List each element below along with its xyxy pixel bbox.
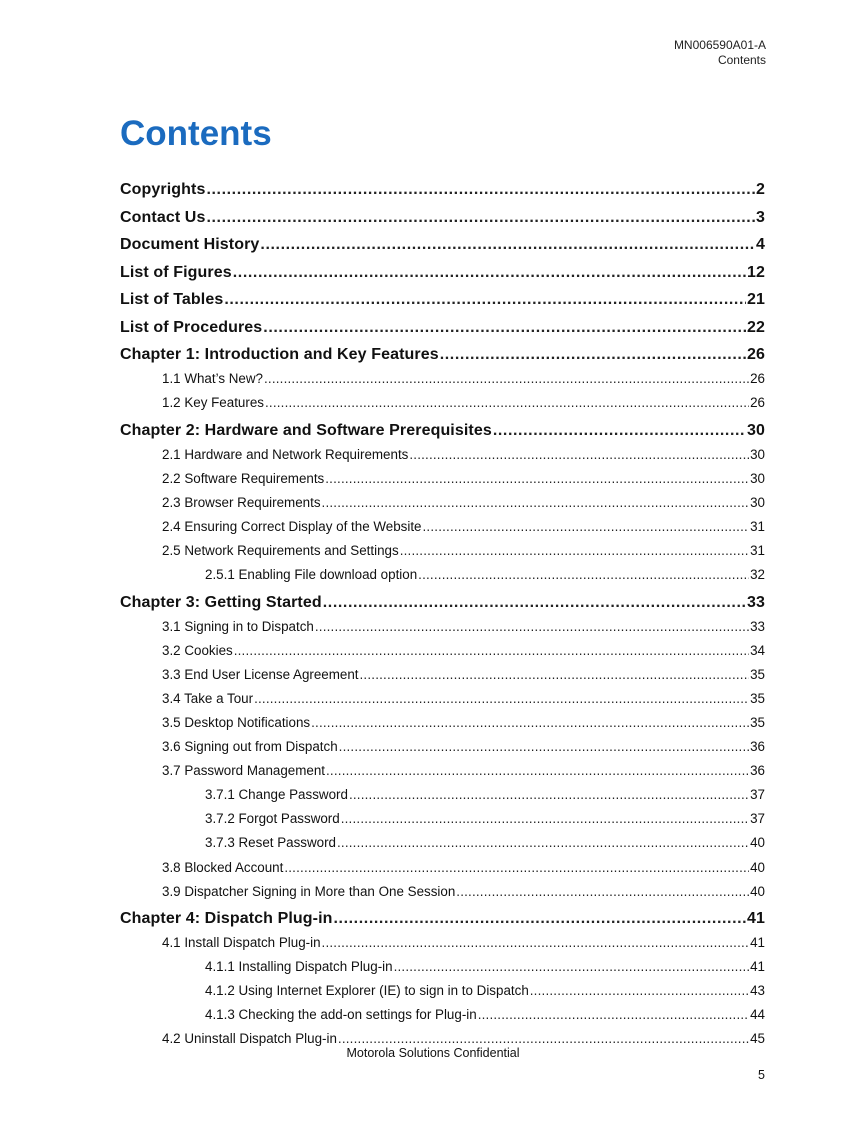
dot-leader (409, 447, 749, 462)
dot-leader (322, 495, 750, 510)
toc-entry-label: Copyrights (120, 181, 206, 198)
toc-entry-page: 40 (750, 860, 765, 875)
toc-entry-page: 21 (747, 291, 765, 308)
toc-entry-page: 31 (750, 543, 765, 558)
toc-subentry[interactable] (162, 884, 765, 899)
toc-entry[interactable] (120, 910, 765, 928)
toc-entry-page: 45 (750, 1031, 765, 1046)
toc-subsubentry[interactable] (205, 983, 765, 998)
toc-entry-label: 3.6 Signing out from Dispatch (162, 739, 338, 754)
toc-entry-label: 4.2 Uninstall Dispatch Plug-in (162, 1031, 337, 1046)
toc-entry-page: 44 (750, 1007, 765, 1022)
dot-leader (478, 1007, 749, 1022)
toc-entry-page: 22 (747, 319, 765, 336)
toc-entry-page: 40 (750, 835, 765, 850)
toc-entry-page: 30 (750, 447, 765, 462)
toc-entry-label: 1.1 What’s New? (162, 371, 263, 386)
toc-entry-page: 30 (747, 422, 765, 439)
toc-entry-page: 35 (750, 715, 765, 730)
dot-leader (400, 543, 749, 558)
toc-entry-label: 3.1 Signing in to Dispatch (162, 619, 314, 634)
toc-entry-label: 2.4 Ensuring Correct Display of the Website (162, 519, 422, 534)
toc-entry-label: 2.5.1 Enabling File download option (205, 567, 418, 582)
toc-entry-page: 30 (750, 471, 765, 486)
toc-subentry[interactable] (162, 935, 765, 950)
toc-entry-label: 4.1.2 Using Internet Explorer (IE) to sign in to Dispatch (205, 983, 529, 998)
toc-entry-page: 41 (750, 935, 765, 950)
toc-subsubentry[interactable] (205, 787, 765, 802)
toc-entry-page: 26 (750, 371, 765, 386)
toc-entry-page: 40 (750, 884, 765, 899)
dot-leader (234, 643, 749, 658)
toc-subentry[interactable] (162, 371, 765, 386)
toc-subentry[interactable] (162, 1031, 765, 1046)
toc-subentry[interactable] (162, 667, 765, 682)
dot-leader (339, 739, 749, 754)
toc-subentry[interactable] (162, 447, 765, 462)
toc-entry-label: Document History (120, 236, 260, 253)
toc-entry-label: 2.5 Network Requirements and Settings (162, 543, 399, 558)
toc-entry-label: 3.4 Take a Tour (162, 691, 254, 706)
toc-subentry[interactable] (162, 471, 765, 486)
dot-leader (325, 471, 749, 486)
page-title: Contents (120, 114, 272, 153)
toc-entry-page: 12 (747, 264, 765, 281)
toc-entry-page: 35 (750, 691, 765, 706)
toc-entry-label: 3.7.1 Change Password (205, 787, 348, 802)
dot-leader (326, 763, 749, 778)
dot-leader (260, 236, 755, 254)
toc-entry-label: 3.7.3 Reset Password (205, 835, 336, 850)
toc-entry-label: Chapter 4: Dispatch Plug-in (120, 910, 333, 927)
toc-entry[interactable] (120, 236, 765, 254)
dot-leader (206, 209, 755, 227)
toc-entry[interactable] (120, 209, 765, 227)
toc-entry-label: Chapter 3: Getting Started (120, 594, 322, 611)
dot-leader (440, 346, 746, 364)
toc-entry-label: 4.1.1 Installing Dispatch Plug-in (205, 959, 393, 974)
toc-subentry[interactable] (162, 763, 765, 778)
confidential-label: Motorola Solutions Confidential (346, 1046, 520, 1060)
dot-leader (315, 619, 749, 634)
toc-entry-label: 2.2 Software Requirements (162, 471, 325, 486)
toc-subentry[interactable] (162, 691, 765, 706)
dot-leader (360, 667, 750, 682)
dot-leader (418, 567, 749, 582)
toc-entry-label: 3.3 End User License Agreement (162, 667, 359, 682)
toc-entry-label: Chapter 1: Introduction and Key Features (120, 346, 439, 363)
dot-leader (263, 319, 746, 337)
toc-entry[interactable] (120, 422, 765, 440)
toc-entry-label: List of Procedures (120, 319, 263, 336)
toc-entry-label: 3.5 Desktop Notifications (162, 715, 311, 730)
dot-leader (341, 811, 749, 826)
toc-entry-page: 41 (750, 959, 765, 974)
toc-entry-page: 41 (747, 910, 765, 927)
toc-entry-page: 26 (747, 346, 765, 363)
toc-entry-label: 3.8 Blocked Account (162, 860, 284, 875)
toc-entry-page: 4 (756, 236, 765, 253)
toc-entry[interactable] (120, 291, 765, 309)
toc-entry-page: 34 (750, 643, 765, 658)
toc-entry-page: 37 (750, 787, 765, 802)
toc-entry[interactable] (120, 594, 765, 612)
toc-entry-label: 4.1 Install Dispatch Plug-in (162, 935, 321, 950)
toc-subentry[interactable] (162, 543, 765, 558)
dot-leader (224, 291, 746, 309)
toc-subentry[interactable] (162, 619, 765, 634)
toc-entry-label: 2.1 Hardware and Network Requirements (162, 447, 409, 462)
toc-entry-page: 36 (750, 763, 765, 778)
dot-leader (334, 910, 747, 928)
toc-entry-label: 3.7.2 Forgot Password (205, 811, 340, 826)
toc-entry-label: Contact Us (120, 209, 206, 226)
toc-entry-page: 30 (750, 495, 765, 510)
dot-leader (254, 691, 749, 706)
toc-entry-label: 3.2 Cookies (162, 643, 233, 658)
toc-entry-label: List of Tables (120, 291, 224, 308)
dot-leader (493, 422, 746, 440)
dot-leader (233, 264, 746, 282)
toc-entry-page: 35 (750, 667, 765, 682)
dot-leader (206, 181, 755, 199)
dot-leader (284, 860, 749, 875)
toc-subentry[interactable] (162, 643, 765, 658)
toc-entry-page: 33 (747, 594, 765, 611)
toc-entry-page: 3 (756, 209, 765, 226)
toc-entry-label: 1.2 Key Features (162, 395, 264, 410)
toc-entry[interactable] (120, 346, 765, 364)
toc-entry-page: 43 (750, 983, 765, 998)
header-doc-id: MN006590A01-A (673, 38, 766, 52)
dot-leader (394, 959, 750, 974)
dot-leader (456, 884, 749, 899)
toc-entry-page: 36 (750, 739, 765, 754)
dot-leader (322, 935, 750, 950)
toc-entry-page: 31 (750, 519, 765, 534)
toc-subentry[interactable] (162, 495, 765, 510)
dot-leader (265, 395, 749, 410)
dot-leader (530, 983, 749, 998)
toc-entry-page: 37 (750, 811, 765, 826)
dot-leader (423, 519, 750, 534)
toc-subentry[interactable] (162, 739, 765, 754)
toc-subentry[interactable] (162, 395, 765, 410)
dot-leader (311, 715, 749, 730)
toc-entry-label: Chapter 2: Hardware and Software Prerequisites (120, 422, 492, 439)
toc-entry-label: 4.1.3 Checking the add-on settings for Plug-in (205, 1007, 477, 1022)
page-number: 5 (758, 1068, 765, 1082)
toc-entry-label: 3.7 Password Management (162, 763, 326, 778)
toc-subentry[interactable] (162, 519, 765, 534)
toc-entry-label: 2.3 Browser Requirements (162, 495, 321, 510)
dot-leader (338, 1031, 749, 1046)
toc-subsubentry[interactable] (205, 811, 765, 826)
toc-entry-page: 33 (750, 619, 765, 634)
dot-leader (264, 371, 749, 386)
footer-confidential (0, 1046, 866, 1060)
toc-subentry[interactable] (162, 860, 765, 875)
toc-entry-page: 32 (750, 567, 765, 582)
toc-subsubentry[interactable] (205, 835, 765, 850)
header-section: Contents (717, 53, 766, 67)
toc-entry[interactable] (120, 319, 765, 337)
toc-subsubentry[interactable] (205, 567, 765, 582)
dot-leader (323, 594, 746, 612)
toc-entry-label: List of Figures (120, 264, 232, 281)
toc-subsubentry[interactable] (205, 1007, 765, 1022)
toc-entry-page: 26 (750, 395, 765, 410)
toc-entry[interactable] (120, 181, 765, 199)
toc-entry[interactable] (120, 264, 765, 282)
toc-entry-label: 3.9 Dispatcher Signing in More than One Session (162, 884, 456, 899)
dot-leader (337, 835, 749, 850)
toc-subentry[interactable] (162, 715, 765, 730)
dot-leader (349, 787, 749, 802)
toc-subsubentry[interactable] (205, 959, 765, 974)
toc-entry-page: 2 (756, 181, 765, 198)
